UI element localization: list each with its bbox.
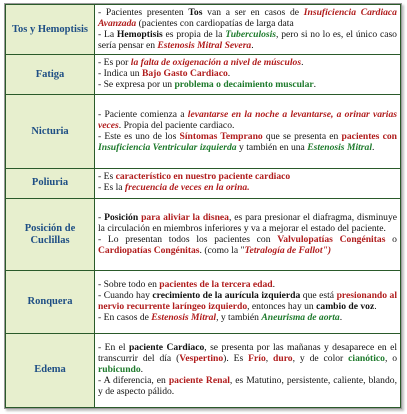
- text-segment: , y también: [216, 311, 262, 323]
- text-segment: Aneurisma de aorta: [261, 311, 340, 323]
- text-segment: - Es: [98, 171, 116, 183]
- text-segment: frecuencia de veces en la orina.: [124, 182, 250, 194]
- text-segment: .: [372, 141, 375, 153]
- text-segment: . (como la ": [199, 244, 245, 256]
- bullet-line: [98, 80, 397, 91]
- text-segment: - Este es uno de los: [98, 130, 180, 142]
- text-segment: Síntomas Temprano: [179, 130, 263, 142]
- table-row: [6, 95, 401, 168]
- row-header: Edema: [6, 333, 95, 407]
- text-segment: Tuberculosis: [225, 28, 277, 40]
- bullet-line: [98, 8, 397, 30]
- text-segment: - Se expresa por un: [98, 79, 175, 91]
- row-content: [95, 5, 401, 55]
- text-segment: duro: [273, 352, 293, 364]
- text-segment: .: [374, 300, 377, 312]
- cardiac-symptoms-table: [5, 4, 401, 408]
- text-segment: Estenosis Mitral Severa: [157, 39, 252, 51]
- text-segment: Estenosis Mitral: [307, 141, 372, 153]
- row-header: Nicturia: [6, 95, 95, 168]
- text-segment: que se presenta en: [262, 130, 342, 142]
- text-segment: van a ser en casos de: [202, 6, 304, 18]
- text-segment: paciente Renal: [168, 374, 230, 386]
- text-segment: cambio de voz: [316, 300, 375, 312]
- text-segment: ,: [265, 352, 274, 364]
- text-segment: pacientes de la tercera edad: [159, 279, 273, 291]
- bullet-line: [98, 110, 397, 132]
- text-segment: Vespertino: [179, 352, 224, 364]
- text-segment: - Paciente comienza a: [98, 108, 188, 120]
- text-segment: Hemoptisis: [116, 28, 163, 40]
- text-segment: presionando al nervio recurrente laríngeo izquierdo: [98, 290, 398, 312]
- bullet-line: [98, 291, 397, 313]
- text-segment: Tetralogía de Fallot"): [244, 244, 332, 256]
- text-segment: - Indica un: [98, 68, 142, 80]
- table-row: [6, 55, 401, 95]
- text-segment: .: [313, 79, 317, 91]
- bullet-line: [98, 30, 397, 52]
- text-segment: y también en una: [236, 141, 308, 153]
- bullet-line: [98, 132, 397, 154]
- row-header: Tos y Hemoptisis: [6, 5, 95, 55]
- text-segment: Tos: [188, 6, 203, 18]
- text-segment: Valvulopatías Congénitas: [277, 233, 386, 245]
- row-header: Posición de Cuclillas: [6, 198, 95, 270]
- bullet-line: [98, 376, 397, 398]
- text-segment: - Sobre todo en: [98, 279, 160, 291]
- symptom-table-frame: [4, 3, 402, 409]
- table-row: [6, 333, 401, 407]
- row-content: [95, 271, 401, 333]
- text-segment: Bajo Gasto Cardiaco: [141, 68, 228, 80]
- text-segment: , es para presionar el diafragma, disminuye la circulación en miembros inferiores y va a mejorar el estado del paciente.: [98, 211, 398, 234]
- text-segment: para aliviar la disnea: [138, 211, 229, 223]
- text-segment: , pero si no lo es, el único caso sería pensar en: [98, 28, 397, 51]
- text-segment: , o: [384, 352, 398, 364]
- row-header: Poliuria: [6, 168, 95, 198]
- text-segment: . Propia del paciente cardiaco.: [118, 119, 235, 131]
- text-segment: problema o decaimiento muscular: [174, 79, 314, 91]
- row-content: [95, 55, 401, 95]
- text-segment: Estenosis Mitral: [151, 311, 217, 323]
- bullet-line: [98, 343, 397, 376]
- text-segment: , entonces hay un: [247, 300, 317, 312]
- text-segment: es propia de la: [162, 28, 226, 40]
- row-content: [95, 198, 401, 270]
- text-segment: izquierda: [258, 290, 301, 301]
- text-segment: crecimiento de la aurícula: [152, 290, 259, 301]
- bullet-line: [98, 313, 397, 324]
- text-segment: - La: [98, 28, 117, 40]
- text-segment: Insuficiencia Ventricular izquierda: [98, 141, 237, 153]
- table-row: [6, 271, 401, 333]
- row-header: Ronquera: [6, 271, 95, 333]
- bullet-line: [98, 235, 397, 257]
- text-segment: la falta de oxigenación a nivel de músculos: [130, 57, 302, 69]
- text-segment: Insuficiencia Cardiaca Avanzada: [98, 6, 397, 29]
- text-segment: que está: [300, 290, 337, 301]
- text-segment: , es Matutino, persistente, caliente, blando, y de aspecto pálido.: [98, 374, 397, 397]
- row-content: [95, 333, 401, 407]
- table-row: [6, 168, 401, 198]
- text-segment: levantarse en la noche a levantarse, a orinar varias veces: [98, 108, 397, 131]
- text-segment: cianótico: [348, 352, 385, 364]
- text-segment: .: [140, 363, 144, 375]
- text-segment: .: [227, 68, 231, 80]
- text-segment: .: [251, 39, 254, 51]
- text-segment: característico en nuestro paciente cardiaco: [115, 171, 291, 183]
- text-segment: rubicundo: [98, 363, 141, 375]
- text-segment: .: [301, 57, 304, 69]
- text-segment: - En casos de: [98, 311, 152, 323]
- text-segment: Cardiopatías Congénitas: [98, 244, 200, 256]
- row-content: [95, 168, 401, 198]
- text-segment: paciente Cardiaco: [128, 342, 205, 354]
- text-segment: - Lo presentan todos los pacientes con: [98, 233, 278, 245]
- bullet-line: [98, 213, 397, 235]
- table-row: [6, 198, 401, 270]
- text-segment: ). Es: [223, 352, 249, 364]
- text-segment: - En el: [98, 342, 129, 354]
- text-segment: - Es la: [98, 182, 125, 194]
- table-row: [6, 5, 401, 55]
- text-segment: .: [272, 279, 276, 291]
- row-header: Fatiga: [6, 55, 95, 95]
- text-segment: Posición: [104, 211, 139, 223]
- bullet-line: [98, 183, 397, 194]
- text-segment: , y de color: [292, 352, 349, 364]
- text-segment: - Cuando hay: [98, 290, 153, 301]
- text-segment: - Es por: [98, 57, 131, 69]
- text-segment: (pacientes con cardiopatías de larga data: [136, 17, 294, 29]
- text-segment: -: [98, 211, 105, 223]
- text-segment: o: [385, 233, 397, 245]
- text-segment: - A diferencia, en: [98, 374, 169, 386]
- text-segment: Frío: [248, 352, 266, 364]
- text-segment: pacientes con: [341, 130, 397, 142]
- text-segment: - Pacientes presenten: [98, 6, 189, 18]
- row-content: [95, 95, 401, 168]
- text-segment: .: [339, 311, 343, 323]
- text-segment: , se presenta por las mañanas y desaparece en el transcurrir del día (: [98, 342, 397, 364]
